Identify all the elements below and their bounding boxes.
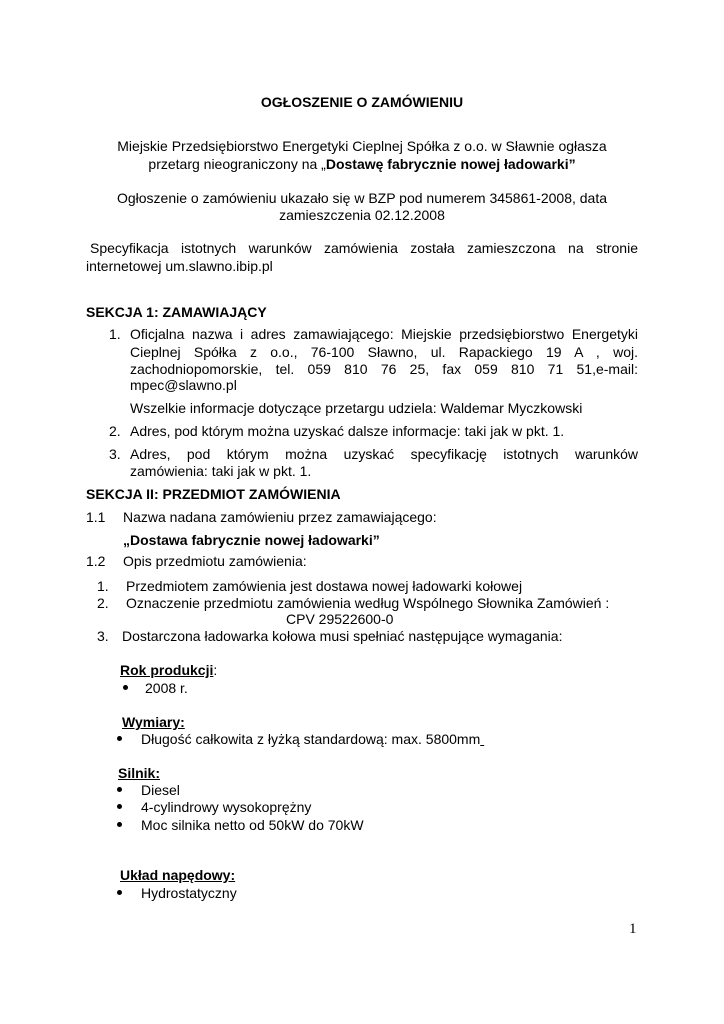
intro-line-2-bold: Dostawę fabrycznie nowej ładowarki” xyxy=(325,156,576,172)
bullet-icon xyxy=(123,685,128,690)
cpv-code: CPV 29522600-0 xyxy=(286,611,394,627)
section-2-heading: SEKCJA II: PRZEDMIOT ZAMÓWIENIA xyxy=(86,486,341,502)
engine-item: Diesel xyxy=(141,782,180,798)
dimensions-value-text: Długość całkowita z łyżką standardową: max. 5800mm xyxy=(141,731,481,747)
dimensions-heading: Wymiary: xyxy=(122,714,185,730)
bullet-icon xyxy=(117,890,122,895)
s2-p12-number: 1.2 xyxy=(86,553,106,569)
year-heading xyxy=(120,661,217,679)
page-title: OGŁOSZENIE O ZAMÓWIENIU xyxy=(260,94,464,110)
bzp-line-2: zamieszczenia 02.12.2008 xyxy=(279,207,445,223)
bullet-icon xyxy=(117,787,122,792)
s1-item-2-text: Adres, pod którym można uzyskać dalsze informacje: taki jak w pkt. 1. xyxy=(130,423,565,439)
bzp-line-1: Ogłoszenie o zamówieniu ukazało się w BZP pod numerem 345861-2008, data xyxy=(116,190,608,206)
s2-p12-label: Opis przedmiotu zamówienia: xyxy=(123,553,307,569)
section-1-heading: SEKCJA 1: ZAMAWIAJĄCY xyxy=(86,304,267,320)
bullet-icon xyxy=(117,736,122,741)
bullet-icon xyxy=(117,822,122,827)
engine-heading: Silnik: xyxy=(118,765,161,781)
spec-line-1: Specyfikacja istotnych warunków zamówienia została zamieszczona na stronie xyxy=(90,240,638,256)
drive-heading: Układ napędowy: xyxy=(120,867,236,883)
s2-p11-number: 1.1 xyxy=(86,509,106,525)
s2-list-number: 3. xyxy=(97,628,109,644)
s1-item-1-line: zachodniopomorskie, tel. 059 810 76 25, fax 059 810 71 51,e-mail: xyxy=(130,361,638,377)
s2-list-number: 1. xyxy=(97,578,109,594)
s2-list-text: Dostarczona ładowarka kołowa musi spełniać następujące wymagania: xyxy=(122,628,563,644)
intro-line-2-plain: przetarg nieograniczony na „ xyxy=(148,156,326,172)
s2-list-number: 2. xyxy=(97,595,109,611)
s1-item-3-number: 3. xyxy=(109,446,121,462)
engine-item: Moc silnika netto od 50kW do 70kW xyxy=(141,817,364,833)
year-value: 2008 r. xyxy=(145,680,188,696)
s1-item-1-number: 1. xyxy=(109,326,121,342)
dimensions-value xyxy=(141,730,484,748)
s1-item-3-line: Adres, pod którym można uzyskać specyfikację istotnych warunków xyxy=(130,446,638,462)
s1-item-2-number: 2. xyxy=(109,423,121,439)
s1-item-1-line: Oficjalna nazwa i adres zamawiającego: Miejskie przedsiębiorstwo Energetyki xyxy=(130,326,638,342)
s2-order-name: „Dostawa fabrycznie nowej ładowarki” xyxy=(123,532,380,548)
bullet-icon xyxy=(117,804,122,809)
s1-item-3-line: zamówienia: taki jak w pkt. 1. xyxy=(130,463,312,479)
year-heading-label: Rok produkcji xyxy=(120,662,214,678)
s2-list-text: Przedmiotem zamówienia jest dostawa nowej ładowarki kołowej xyxy=(126,578,523,594)
intro-line-2 xyxy=(86,155,638,173)
spec-line-2: internetowej um.slawno.ibip.pl xyxy=(86,258,273,274)
drive-item: Hydrostatyczny xyxy=(141,885,237,901)
s2-list-text: Oznaczenie przedmiotu zamówienia według Wspólnego Słownika Zamówień : xyxy=(126,595,610,611)
engine-item: 4-cylindrowy wysokoprężny xyxy=(141,799,312,815)
intro-line-1: Miejskie Przedsiębiorstwo Energetyki Cieplnej Spółka z o.o. w Sławnie ogłasza xyxy=(117,138,607,154)
s1-item-1-contact: Wszelkie informacje dotyczące przetargu udziela: Waldemar Myczkowski xyxy=(130,400,583,416)
page-number: 1 xyxy=(629,921,637,937)
s1-item-1-email: mpec@slawno.pl xyxy=(130,377,237,393)
s2-p11-label: Nazwa nadana zamówieniu przez zamawiającego: xyxy=(123,509,437,525)
s1-item-1-line: Cieplnej Spółka z o.o., 76-100 Sławno, ul. Rapackiego 19 A , woj. xyxy=(130,344,638,360)
year-heading-colon: : xyxy=(213,662,218,678)
